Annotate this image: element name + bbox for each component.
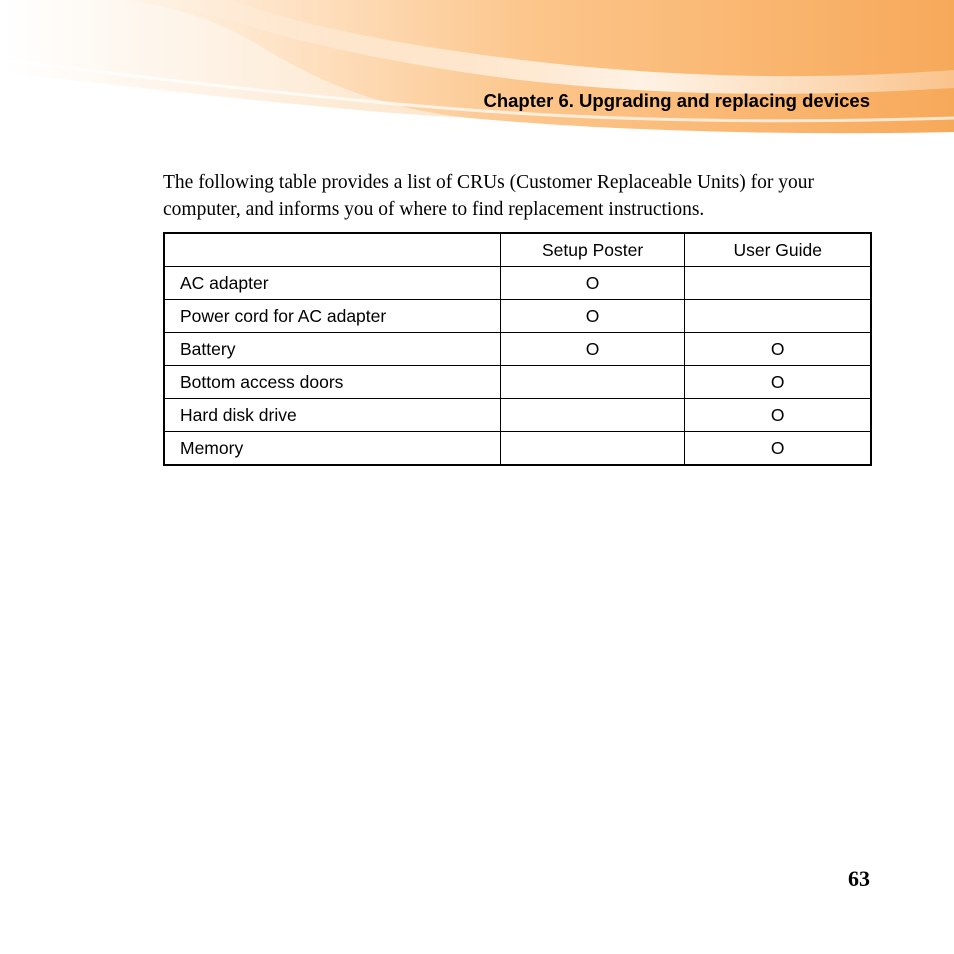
column-header-setup-poster: Setup Poster <box>500 233 685 267</box>
row-item: Hard disk drive <box>164 399 500 432</box>
column-header-item <box>164 233 500 267</box>
row-user-guide: O <box>685 432 871 466</box>
table-row <box>164 267 871 300</box>
row-setup-poster: O <box>500 333 685 366</box>
table-row <box>164 432 871 466</box>
row-setup-poster: O <box>500 300 685 333</box>
table-row <box>164 300 871 333</box>
row-item: Power cord for AC adapter <box>164 300 500 333</box>
table-row <box>164 366 871 399</box>
column-header-user-guide: User Guide <box>685 233 871 267</box>
row-user-guide <box>685 300 871 333</box>
page-number: 63 <box>848 866 870 891</box>
row-user-guide: O <box>685 366 871 399</box>
table-header-row <box>164 233 871 267</box>
row-setup-poster <box>500 399 685 432</box>
row-user-guide: O <box>685 399 871 432</box>
row-item: AC adapter <box>164 267 500 300</box>
row-setup-poster: O <box>500 267 685 300</box>
row-user-guide: O <box>685 333 871 366</box>
header-decoration <box>0 0 954 140</box>
table-row <box>164 333 871 366</box>
row-setup-poster <box>500 366 685 399</box>
row-item: Bottom access doors <box>164 366 500 399</box>
row-user-guide <box>685 267 871 300</box>
intro-paragraph: The following table provides a list of CRUs (Customer Replaceable Units) for your computer, and informs you of where to find replacement instructions. <box>163 171 814 220</box>
table-row <box>164 399 871 432</box>
row-setup-poster <box>500 432 685 466</box>
row-item: Battery <box>164 333 500 366</box>
cru-table <box>163 232 872 466</box>
row-item: Memory <box>164 432 500 466</box>
chapter-title: Chapter 6. Upgrading and replacing devices <box>483 90 870 111</box>
